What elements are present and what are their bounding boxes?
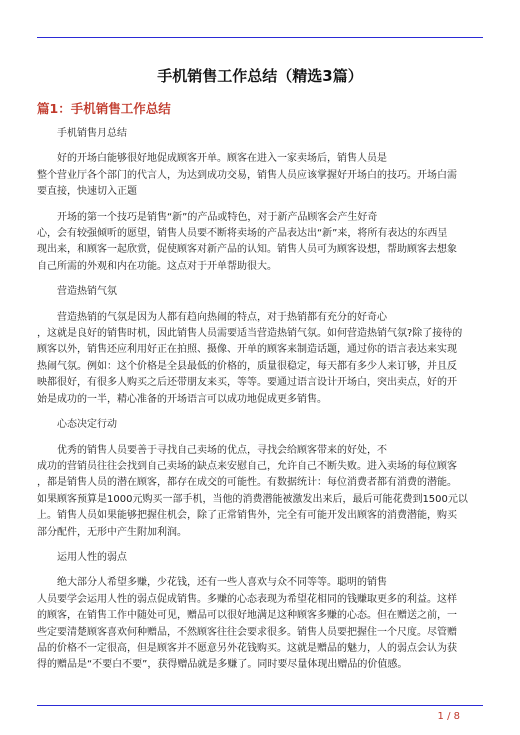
paragraph [37,210,483,276]
paragraph [37,310,483,408]
text-line: 运用人性的弱点 [57,551,127,563]
text-line: 顾客以外，销售还应利用好正在拍照、摄像、开单的顾客来制造话题，通过你的语言表达来实现 [37,344,457,356]
text-line: 始是成功的一半，精心准备的开场语言可以成功地促成更多销售。 [37,393,327,405]
text-line: 映都很好，有很多人购买之后还带朋友来买，等等。要通过语言设计开场白，突出卖点，好的开 [37,377,457,389]
subsection-heading [37,550,483,566]
text-line: 上。销售人员如果能够把握住机会，除了正常销售外，完全有可能开发出顾客的消费潜能，购买 [37,510,457,522]
text-line: 自己所需的外观和内在功能。这点对于开单帮助很大。 [37,260,277,272]
text-line: ，都是销售人员的潜在顾客，都存在成交的可能性。有数据统计：每位消费者都有消费的潜能。 [37,477,457,489]
text-line: 成功的营销员往往会找到自己卖场的缺点来安慰自己，允许自己不断失败。进入卖场的每位顾客 [37,460,457,472]
subsection-heading [37,284,483,300]
text-line: 优秀的销售人员要善于寻找自己卖场的优点，寻找会给顾客带来的好处，不 [57,444,387,456]
text-line: 现出来，和顾客一起欣赏，促使顾客对新产品的认知。销售人员可为顾客设想，帮助顾客去想象 [37,244,457,256]
text-line: ，这就是良好的销售时机，因此销售人员需要适当营造热销气氛。如何营造热销气氛?除了接待的 [37,328,463,340]
paragraph [37,443,483,541]
text-line: 手机销售月总结 [57,128,127,139]
paragraph [37,575,483,673]
subsection-heading [37,126,483,142]
page-indicator: 1 / 8 [437,711,460,722]
document-body [37,58,483,683]
text-line: 绝大部分人希望多赚，少花钱，还有一些人喜欢与众不同等等。聪明的销售 [57,577,387,589]
text-line: 营造热销气氛 [57,286,117,298]
text-line: 好的开场白能够很好地促成顾客开单。顾客在进入一家卖场后，销售人员是 [57,153,387,165]
text-line: 心态决定行动 [57,419,117,431]
text-line: 部分配件，无形中产生附加利润。 [37,526,187,538]
section-title: 篇1：手机销售工作总结 [37,101,171,116]
text-line: 心，会有较强倾听的愿望，销售人员要不断将卖场的产品表达出“新”来，将所有表达的东西呈 [37,228,448,240]
text-line: 开场的第一个技巧是销售“新”的产品或特色，对于新产品顾客会产生好奇 [57,211,378,223]
header-rule [37,37,483,38]
subsection-heading [37,417,483,433]
text-line: 热闹气氛。例如：这个价格是全县最低的价格的，质量很稳定，每天都有多少人来订够，并且反 [37,360,457,372]
text-line: 品的价格不一定很高，但是顾客并不愿意另外花钱购买。这就是赠品的魅力，人的弱点会认为获 [37,642,457,654]
text-line: 些定要清楚顾客喜欢何种赠品，不然顾客往往会要求很多。销售人员要把握住一个尺度。尽管赠 [37,626,457,638]
text-line: 营造热销的气氛是因为人都有趋向热闹的特点，对于热销都有充分的好奇心 [57,311,387,323]
text-line: 得的赠品是“不要白不要”，获得赠品就是多赚了。同时要尽量体现出赠品的价值感。 [37,659,408,671]
paragraph [37,151,483,200]
text-line: 如果顾客预算是1000元购买一部手机，当他的消费潜能被激发出来后，最后可能花费到1500元以 [37,493,468,505]
footer-rule [37,705,483,706]
document-blocks [37,126,483,674]
document-title: 手机销售工作总结（精选3篇） [157,67,363,85]
text-line: 要直接，快速切入正题 [37,186,137,198]
text-line: 的顾客，在销售工作中随处可见，赠品可以很好地满足这种顾客多赚的心态。但在赠送之前，一 [37,610,457,622]
text-line: 人员要学会运用人性的弱点促成销售。多赚的心态表现为希望花相同的钱赚取更多的利益。这样 [37,593,457,605]
text-line: 整个营业厅各个部门的代言人，为达到成功交易，销售人员应该掌握好开场白的技巧。开场白需 [37,169,457,181]
